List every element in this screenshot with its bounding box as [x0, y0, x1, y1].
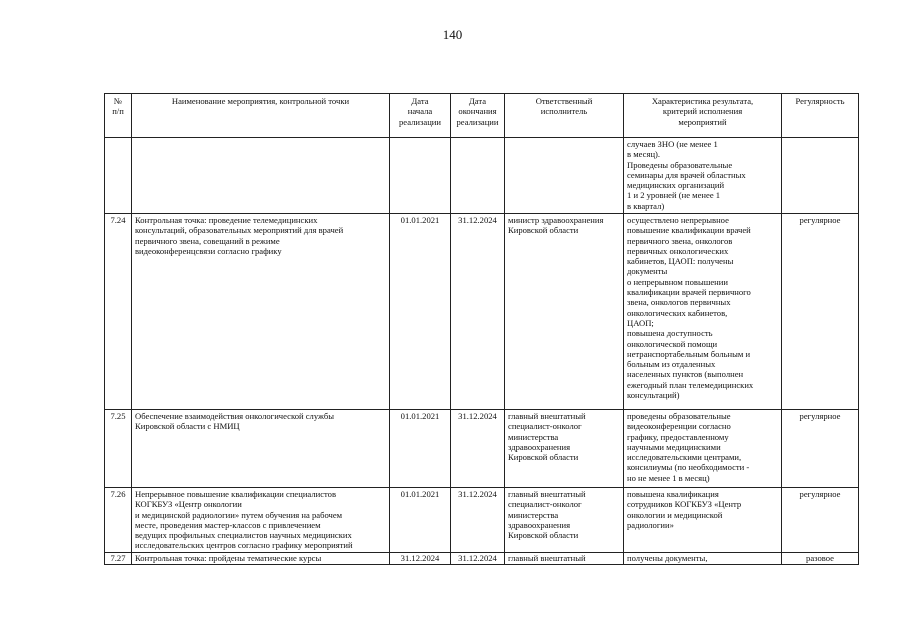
text-line: получены документы, [627, 553, 708, 563]
text-line: звена, онкологов первичных [627, 297, 731, 308]
text-line: повышение квалификации врачей [627, 225, 751, 236]
cell-name [132, 488, 390, 553]
text-line: Контрольная точка: проведение телемедицинских [135, 215, 318, 225]
text-line: первичного звена, онкологов [627, 235, 733, 246]
text-line: ведущих профильных специалистов научных медицинских [135, 530, 352, 541]
cell-no: 7.25 [105, 410, 132, 488]
cell-characteristic [624, 214, 782, 410]
cell-end-date: 31.12.2024 [451, 488, 505, 553]
text-line: квалификации врачей первичного [627, 287, 751, 298]
text-line: критерий исполнения [662, 106, 743, 117]
text-line: и медицинской радиологии» путем обучения на рабочем [135, 509, 343, 520]
cell-end-date: 31.12.2024 [451, 410, 505, 488]
cell-responsible [505, 488, 624, 553]
table-header-row [105, 94, 859, 138]
text-line: ЦАОП; [627, 317, 654, 328]
text-line: консультаций, образовательных мероприятий для врачей [135, 225, 344, 236]
cell-name [132, 410, 390, 488]
text-line: Контрольная точка: пройдены тематические курсы [135, 553, 322, 563]
text-line: Регулярность [795, 96, 845, 106]
text-line: консилиумы (по необходимости - [627, 462, 750, 473]
text-line: Кировской области [508, 452, 579, 463]
text-line: начала [407, 106, 433, 117]
text-line: месте, проведения мастер-классов с привлечением [135, 519, 321, 530]
header-regularity [782, 94, 859, 138]
text-line: Проведены образовательные [627, 159, 733, 170]
text-line: случаев ЗНО (не менее 1 [627, 139, 718, 149]
header-start-date [390, 94, 451, 138]
text-line: Кировской области [508, 225, 579, 236]
text-line: министерства [508, 431, 559, 442]
text-line: главный внештатный [508, 411, 586, 421]
text-line: Дата [468, 96, 487, 106]
cell-empty [782, 138, 859, 214]
text-line: Наименование мероприятия, контрольной точки [171, 96, 350, 106]
text-line: исследовательскими центрами, [627, 452, 742, 463]
cell-empty [390, 138, 451, 214]
text-line: графику, предоставленному [627, 431, 729, 442]
text-line: Дата [411, 96, 429, 106]
cell-regularity: регулярное [782, 410, 859, 488]
text-line: в квартал) [627, 200, 665, 211]
text-line: исполнитель [540, 106, 588, 117]
text-line: главный внештатный [508, 489, 586, 499]
cell-responsible [505, 410, 624, 488]
header-no [105, 94, 132, 138]
cell-name [132, 214, 390, 410]
text-line: первичного звена, совещаний в режиме [135, 235, 280, 246]
header-responsible [505, 94, 624, 138]
cell-start-date: 31.12.2024 [390, 553, 451, 565]
text-line: консультаций) [627, 390, 680, 401]
activities-table [104, 93, 859, 565]
header-characteristic [624, 94, 782, 138]
cell-regularity: разовое [782, 553, 859, 565]
cell-name [132, 553, 390, 565]
text-line: мероприятий [678, 116, 727, 127]
cell-start-date: 01.01.2021 [390, 488, 451, 553]
cell-no: 7.24 [105, 214, 132, 410]
text-line: реализации [456, 116, 499, 127]
cell-no: 7.27 [105, 553, 132, 565]
text-line: семинары для врачей областных [627, 169, 746, 180]
text-line: здравоохранения [508, 519, 571, 530]
text-line: специалист-онколог [508, 421, 582, 432]
text-line: Непрерывное повышение квалификации специалистов [135, 489, 337, 499]
text-line: документы [627, 266, 668, 277]
text-line: осуществлено непрерывное [627, 215, 729, 225]
cell-end-date: 31.12.2024 [451, 553, 505, 565]
table-row-continuation [105, 138, 859, 214]
cell-characteristic [624, 488, 782, 553]
cell-no: 7.26 [105, 488, 132, 553]
text-line: населенных пунктов (выполнен [627, 369, 744, 380]
text-line: КОГКБУЗ «Центр онкологии [135, 499, 242, 510]
page-number: 140 [442, 27, 463, 42]
cell-empty [105, 138, 132, 214]
text-line: но не менее 1 в месяц) [627, 472, 710, 483]
text-line: 1 и 2 уровней (не менее 1 [627, 190, 721, 201]
text-line: кабинетов, ЦАОП: получены [627, 256, 734, 267]
cell-start-date: 01.01.2021 [390, 214, 451, 410]
text-line: министр здравоохранения [508, 215, 604, 225]
text-line: сотрудников КОГКБУЗ «Центр [627, 499, 742, 510]
text-line: первичных онкологических [627, 245, 729, 256]
cell-empty [451, 138, 505, 214]
cell-characteristic [624, 410, 782, 488]
cell-empty [505, 138, 624, 214]
text-line: медицинских организаций [627, 180, 725, 191]
cell-characteristic [624, 553, 782, 565]
text-line: министерства [508, 509, 559, 520]
text-line: Кировской области с НМИЦ [135, 421, 240, 432]
text-line: главный внештатный [508, 553, 586, 563]
cell-start-date: 01.01.2021 [390, 410, 451, 488]
text-line: п/п [112, 106, 124, 117]
text-line: реализации [399, 116, 441, 127]
table-row [105, 553, 859, 565]
text-line: здравоохранения [508, 441, 571, 452]
text-line: видеоконференции согласно [627, 421, 731, 432]
cell-regularity: регулярное [782, 214, 859, 410]
text-line: онкологической помощи [627, 338, 718, 349]
cell-characteristic [624, 138, 782, 214]
header-end-date [451, 94, 505, 138]
header-name [132, 94, 390, 138]
text-line: Обеспечение взаимодействия онкологической службы [135, 411, 335, 421]
text-line: повышена доступность [627, 328, 713, 339]
cell-responsible [505, 214, 624, 410]
cell-responsible [505, 553, 624, 565]
text-line: исследовательских центров согласно графику мероприятий [135, 540, 353, 551]
text-line: проведены образовательные [627, 411, 731, 421]
text-line: Характеристика результата, [651, 96, 754, 106]
text-line: повышена квалификация [627, 489, 719, 499]
text-line: Ответственный [535, 96, 593, 106]
text-line: о непрерывном повышении [627, 276, 728, 287]
text-line: специалист-онколог [508, 499, 582, 510]
text-line: видеоконференцсвязи согласно графику [135, 245, 282, 256]
cell-regularity: регулярное [782, 488, 859, 553]
text-line: онкологии и медицинской [627, 509, 723, 520]
text-line: больным из отдаленных [627, 359, 716, 370]
text-line: в месяц). [627, 149, 661, 160]
text-line: окончания [458, 106, 497, 117]
text-line: радиологии» [627, 519, 674, 530]
cell-end-date: 31.12.2024 [451, 214, 505, 410]
table-row [105, 214, 859, 410]
table-row [105, 488, 859, 553]
cell-empty [132, 138, 390, 214]
table-row [105, 410, 859, 488]
text-line: Кировской области [508, 530, 579, 541]
text-line: № [113, 96, 123, 106]
text-line: онкологических кабинетов, [627, 307, 728, 318]
text-line: ежегодный план телемедицинских [627, 379, 754, 390]
text-line: научными медицинскими [627, 441, 721, 452]
text-line: нетранспортабельным больным и [627, 348, 751, 359]
